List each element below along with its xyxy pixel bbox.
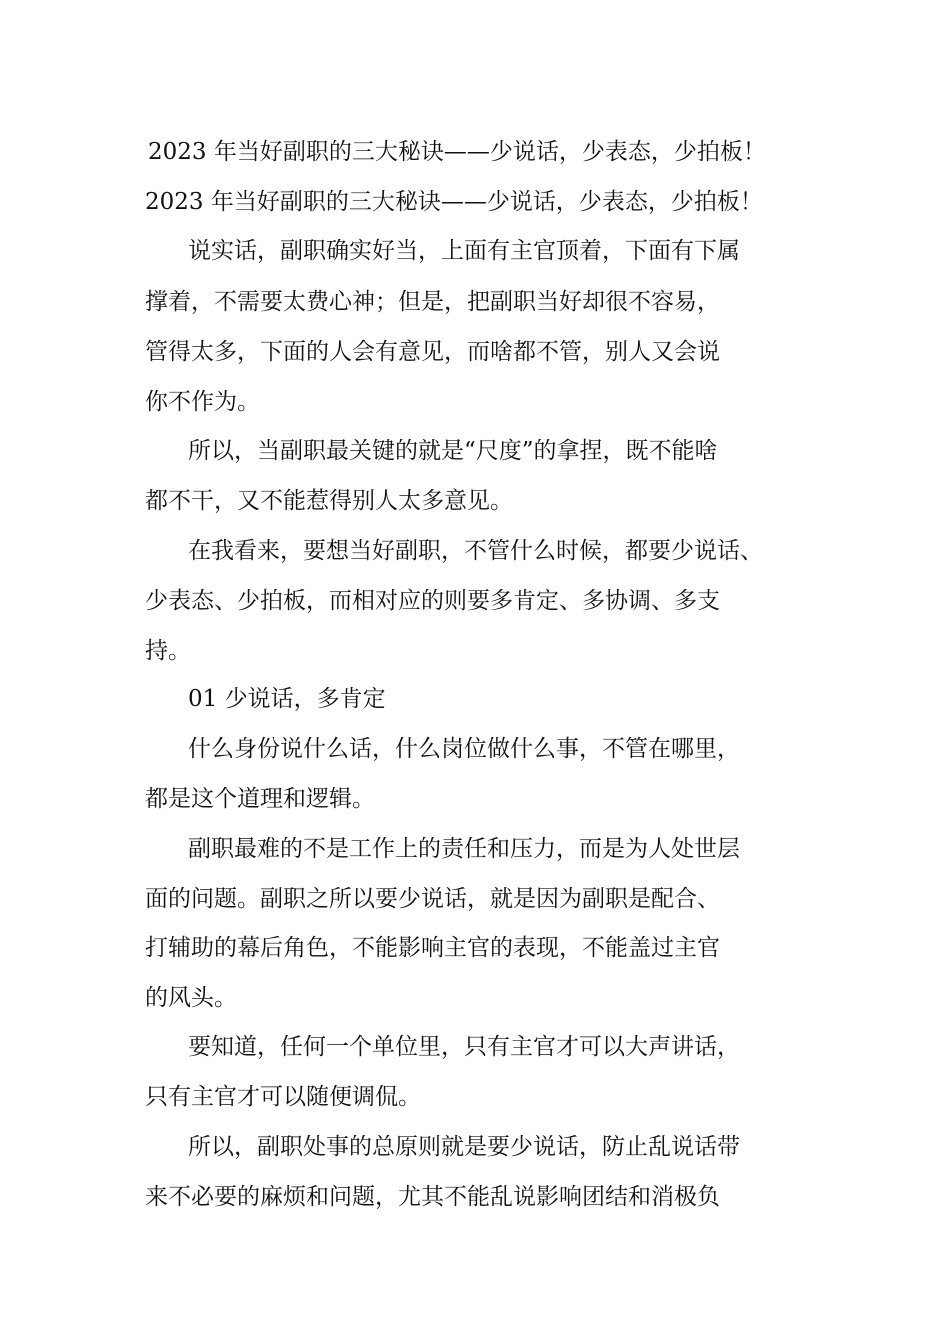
paragraph-line: 要知道，任何一个单位里，只有主官才可以大声讲话， xyxy=(188,1034,740,1060)
paragraph-line: 少表态、少拍板，而相对应的则要多肯定、多协调、多支 xyxy=(145,588,720,614)
paragraph-line: 你不作为。 xyxy=(145,389,260,415)
paragraph-line: 所以，副职处事的总原则就是要少说话，防止乱说话带 xyxy=(188,1134,740,1160)
paragraph-line: 来不必要的麻烦和问题，尤其不能乱说影响团结和消极负 xyxy=(145,1184,720,1210)
paragraph-line: 面的问题。副职之所以要少说话，就是因为副职是配合、 xyxy=(145,886,720,912)
paragraph-line: 管得太多，下面的人会有意见，而啥都不管，别人又会说 xyxy=(145,339,720,365)
paragraph-line: 什么身份说什么话，什么岗位做什么事，不管在哪里， xyxy=(188,736,740,762)
paragraph-line: 副职最难的不是工作上的责任和压力，而是为人处世层 xyxy=(188,836,740,862)
paragraph-line: 只有主官才可以随便调侃。 xyxy=(145,1084,421,1110)
document-title: 2023 年当好副职的三大秘诀——少说话，少表态，少拍板！ xyxy=(148,139,766,165)
paragraph-line: 说实话，副职确实好当，上面有主官顶着，下面有下属 xyxy=(188,238,740,264)
document-title-repeat: 2023 年当好副职的三大秘诀——少说话，少表态，少拍板！ xyxy=(145,189,763,215)
paragraph-line: 都不干，又不能惹得别人太多意见。 xyxy=(145,488,513,514)
paragraph-line: 打辅助的幕后角色，不能影响主官的表现，不能盖过主官 xyxy=(145,935,720,961)
paragraph-line: 在我看来，要想当好副职，不管什么时候，都要少说话、 xyxy=(188,538,763,564)
paragraph-line: 所以，当副职最关键的就是“尺度”的拿捏，既不能啥 xyxy=(188,438,718,464)
section-heading: 01 少说话，多肯定 xyxy=(188,686,386,712)
paragraph-line: 持。 xyxy=(145,638,191,664)
paragraph-line: 撑着，不需要太费心神；但是，把副职当好却很不容易， xyxy=(145,289,720,315)
paragraph-line: 的风头。 xyxy=(145,985,237,1011)
paragraph-line: 都是这个道理和逻辑。 xyxy=(145,786,375,812)
